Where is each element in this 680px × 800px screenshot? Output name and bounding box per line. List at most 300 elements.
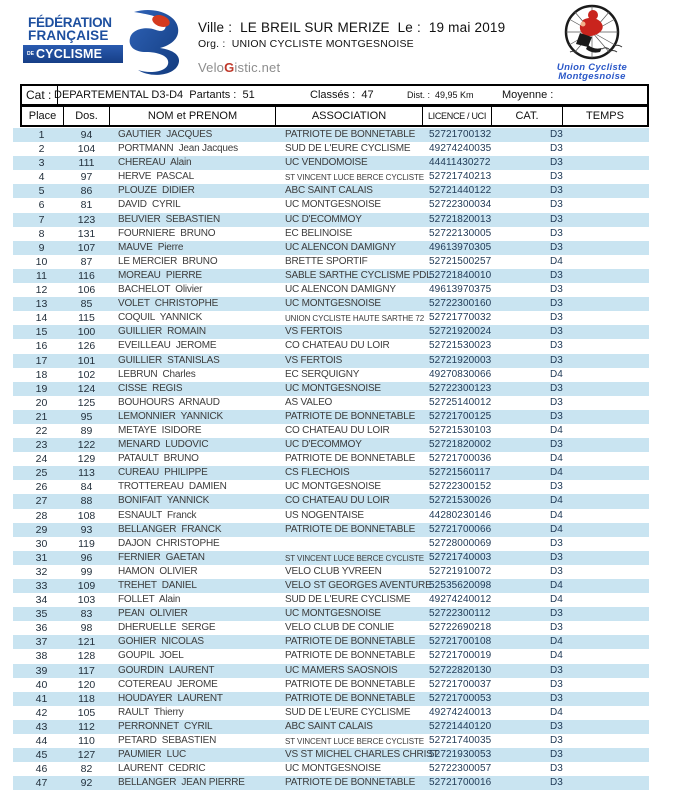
cell-licence: 52722820130 <box>429 664 492 676</box>
cell-dossard: 103 <box>77 594 96 607</box>
cell-place: 44 <box>35 735 48 748</box>
cell-time <box>590 424 649 438</box>
table-row <box>13 382 649 396</box>
ffc-logo-line2: FRANÇAISE <box>28 28 109 43</box>
cell-dossard: 100 <box>77 326 96 339</box>
table-row <box>13 494 649 508</box>
table-row <box>13 354 649 368</box>
table-row <box>13 156 649 170</box>
cell-name: EVEILLEAU JEROME <box>118 340 217 352</box>
cell-licence: 52725140012 <box>429 396 492 408</box>
col-header-name: NOM et PRENOM <box>110 107 276 125</box>
cell-name: DAVID CYRIL <box>118 199 181 211</box>
cell-association: CS FLECHOIS <box>285 467 350 479</box>
table-row <box>13 297 649 311</box>
cell-dossard: 131 <box>77 227 96 240</box>
cell-dossard: 115 <box>78 312 95 325</box>
cell-category: D4 <box>550 467 563 479</box>
ffc-logo-banner <box>23 45 123 63</box>
cell-category: D3 <box>550 340 563 352</box>
cell-name: FOURNIERE BRUNO <box>118 227 216 239</box>
club-wheel-cyclist-icon <box>536 3 648 61</box>
cell-association: VS FERTOIS <box>285 326 343 338</box>
table-row <box>13 523 649 537</box>
table-row <box>13 170 649 184</box>
table-row <box>13 509 649 523</box>
cell-category: D3 <box>550 143 563 155</box>
cell-place: 36 <box>35 622 48 635</box>
cell-category: D4 <box>550 453 563 465</box>
cell-association: ST VINCENT LUCE BERCE CYCLISTE <box>285 173 424 183</box>
date-label: Le : <box>397 20 421 35</box>
table-row <box>13 241 649 255</box>
cell-time <box>590 410 649 424</box>
table-row <box>13 537 649 551</box>
cell-place: 12 <box>35 284 48 297</box>
cell-association: UC MONTGESNOISE <box>285 298 381 310</box>
cell-category: D3 <box>550 678 563 690</box>
table-row <box>13 706 649 720</box>
cell-dossard: 81 <box>80 199 93 212</box>
cell-category: D4 <box>550 580 563 591</box>
cell-time <box>590 452 649 466</box>
cell-name: GOHIER NICOLAS <box>118 636 204 648</box>
cell-category: D4 <box>550 636 563 648</box>
cell-dossard: 107 <box>77 241 96 254</box>
table-row <box>13 720 649 734</box>
table-row <box>13 762 649 776</box>
cell-category: D3 <box>550 157 563 169</box>
cell-licence: 52721530026 <box>429 495 492 507</box>
cell-category: D3 <box>550 664 563 676</box>
cell-association: SABLE SARTHE CYCLISME PDL <box>285 269 432 281</box>
cell-time <box>590 184 649 198</box>
table-row <box>13 748 649 762</box>
table-row <box>13 466 649 480</box>
cell-time <box>590 170 649 184</box>
cell-licence: 52722300152 <box>429 481 492 493</box>
cell-dossard: 106 <box>77 284 96 297</box>
cell-association: PATRIOTE DE BONNETABLE <box>285 410 416 422</box>
cell-licence: 52721700132 <box>429 129 492 140</box>
cell-licence: 52721840010 <box>429 269 492 281</box>
cell-category: D3 <box>550 129 563 140</box>
cell-category: D3 <box>550 777 563 789</box>
ffc-cyclist-swoosh-icon <box>120 8 200 78</box>
cell-dossard: 118 <box>78 692 95 705</box>
table-row <box>13 649 649 663</box>
cell-time <box>590 692 649 706</box>
cell-name: DHERUELLE SERGE <box>118 622 216 634</box>
cell-name: GAUTIER JACQUES <box>118 129 213 140</box>
cell-dossard: 102 <box>77 368 96 381</box>
average-label: Moyenne : <box>502 89 554 101</box>
cell-dossard: 99 <box>80 565 93 578</box>
cell-association: PATRIOTE DE BONNETABLE <box>285 129 416 140</box>
cell-category: D3 <box>550 410 563 422</box>
cell-place: 23 <box>35 439 48 452</box>
cell-category: D3 <box>550 354 563 366</box>
cell-association: PATRIOTE DE BONNETABLE <box>285 453 416 465</box>
table-row <box>13 621 649 635</box>
cell-time <box>590 156 649 170</box>
cell-name: BOUHOURS ARNAUD <box>118 396 220 408</box>
cell-dossard: 120 <box>77 678 96 691</box>
cell-category: D4 <box>550 706 563 718</box>
velogistic-link[interactable] <box>198 60 280 75</box>
cell-time <box>590 382 649 396</box>
cell-time <box>590 593 649 607</box>
cell-licence: 52535620098 <box>429 580 492 591</box>
cell-name: PLOUZE DIDIER <box>118 185 195 197</box>
cell-place: 45 <box>35 749 48 762</box>
cell-time <box>590 664 649 678</box>
cell-association: VS FERTOIS <box>285 354 343 366</box>
date-value: 19 mai 2019 <box>428 20 506 35</box>
cell-time <box>590 213 649 227</box>
cell-time <box>590 635 649 649</box>
cell-category: D3 <box>550 227 563 239</box>
table-row <box>13 635 649 649</box>
cell-category: D3 <box>550 692 563 704</box>
cell-dossard: 127 <box>77 749 96 762</box>
ffc-logo-cyclisme: CYCLISME <box>35 47 103 61</box>
cell-dossard: 124 <box>77 382 96 395</box>
cell-place: 34 <box>35 594 48 607</box>
cell-place: 32 <box>35 565 48 578</box>
cell-licence: 52721920003 <box>429 354 492 366</box>
table-row <box>13 452 649 466</box>
cell-place: 25 <box>35 467 48 480</box>
cell-place: 42 <box>35 706 48 719</box>
cell-place: 2 <box>38 143 45 156</box>
table-row <box>13 339 649 353</box>
cell-licence: 52721700066 <box>429 523 492 535</box>
cell-place: 1 <box>38 129 45 141</box>
cell-time <box>590 776 649 790</box>
cell-association: CO CHATEAU DU LOIR <box>285 424 390 436</box>
cell-licence: 52722300160 <box>429 298 492 310</box>
table-row <box>13 593 649 607</box>
cell-name: RAULT Thierry <box>118 706 184 718</box>
cell-place: 46 <box>35 763 48 776</box>
cell-name: VOLET CHRISTOPHE <box>118 298 219 310</box>
cell-place: 15 <box>35 326 48 339</box>
cell-category: D4 <box>550 495 563 507</box>
org-label: Org. : <box>198 38 226 50</box>
cell-place: 39 <box>35 664 48 677</box>
cell-time <box>590 128 649 142</box>
cell-association: ST VINCENT LUCE BERCE CYCLISTE <box>285 737 424 747</box>
cell-licence: 52721440120 <box>429 720 492 732</box>
cell-time <box>590 269 649 283</box>
table-row <box>13 325 649 339</box>
table-row <box>13 692 649 706</box>
cell-category: D3 <box>550 551 563 563</box>
col-header-licence: LICENCE / UCI <box>423 107 492 125</box>
cell-dossard: 121 <box>77 636 96 649</box>
table-row <box>13 410 649 424</box>
cell-dossard: 88 <box>80 495 93 508</box>
cell-time <box>590 748 649 762</box>
cell-place: 40 <box>35 678 48 691</box>
cell-dossard: 104 <box>77 143 96 156</box>
cell-category: D3 <box>550 735 563 747</box>
cell-place: 17 <box>35 354 48 367</box>
cell-category: D3 <box>550 622 563 634</box>
col-header-time: TEMPS <box>586 110 624 122</box>
cell-category: D3 <box>550 269 563 281</box>
cell-association <box>285 537 428 551</box>
cell-category: D3 <box>550 749 563 761</box>
cell-time <box>590 565 649 579</box>
ffc-logo-de: DE <box>27 50 34 57</box>
cell-association: VELO CLUB YVREEN <box>285 565 382 577</box>
cell-dossard: 110 <box>78 735 95 748</box>
cell-time <box>590 537 649 551</box>
cell-name: PORTMANN Jean Jacques <box>118 143 238 155</box>
cell-dossard: 97 <box>80 171 93 184</box>
cell-name: CHEREAU Alain <box>118 157 192 169</box>
cell-time <box>590 579 649 593</box>
brand-prefix: Velo <box>198 60 225 75</box>
cell-association: PATRIOTE DE BONNETABLE <box>285 523 416 535</box>
cell-category: D4 <box>550 594 563 606</box>
cell-place: 33 <box>35 580 48 592</box>
cell-place: 37 <box>35 636 48 649</box>
cell-association: UC MONTGESNOISE <box>285 608 381 620</box>
cell-category: D3 <box>550 298 563 310</box>
cell-licence: 49274240035 <box>429 143 492 155</box>
table-row <box>13 368 649 382</box>
cell-place: 38 <box>35 650 48 663</box>
cell-licence: 52721700036 <box>429 453 492 465</box>
cell-name: LE MERCIER BRUNO <box>118 255 218 267</box>
cell-dossard: 112 <box>78 720 95 733</box>
club-logo-text1: Union Cycliste <box>556 62 628 73</box>
table-row <box>13 678 649 692</box>
cell-name: HOUDAYER LAURENT <box>118 692 223 704</box>
organizer-line <box>198 38 528 50</box>
cell-category: D4 <box>550 368 563 380</box>
cell-dossard: 89 <box>80 424 93 437</box>
table-row <box>13 776 649 790</box>
cell-category: D3 <box>550 241 563 253</box>
cell-category: D3 <box>550 763 563 775</box>
cell-name: LAURENT CEDRIC <box>118 763 206 775</box>
ville-value: LE BREIL SUR MERIZE <box>240 20 390 35</box>
cell-place: 21 <box>35 410 48 423</box>
cell-association: UC ALENCON DAMIGNY <box>285 284 396 296</box>
cell-place: 30 <box>35 537 48 550</box>
cell-name: TREHET DANIEL <box>118 580 197 591</box>
cell-association: US NOGENTAISE <box>285 509 364 521</box>
cell-dossard: 92 <box>80 777 93 790</box>
cell-name: GOUPIL JOEL <box>118 650 184 662</box>
cell-name: PATAULT BRUNO <box>118 453 199 465</box>
cell-time <box>590 227 649 241</box>
cell-place: 14 <box>35 312 48 325</box>
cell-name: PETARD SEBASTIEN <box>118 735 217 747</box>
cell-licence: 52721700053 <box>429 692 492 704</box>
cell-licence: 52721560117 <box>429 467 491 479</box>
cell-time <box>590 241 649 255</box>
cell-category: D3 <box>550 565 563 577</box>
cell-category: D3 <box>550 382 563 394</box>
club-logo <box>536 3 648 83</box>
cell-licence: 52721440122 <box>429 185 492 197</box>
cell-time <box>590 607 649 621</box>
cell-licence: 49613970305 <box>429 241 492 253</box>
cell-place: 13 <box>35 298 48 311</box>
table-row <box>13 396 649 410</box>
cell-licence: 52721740213 <box>429 171 492 183</box>
cell-dossard: 94 <box>80 129 93 141</box>
cell-time <box>590 466 649 480</box>
table-row <box>13 438 649 452</box>
cell-dossard: 83 <box>80 608 93 621</box>
cell-association: CO CHATEAU DU LOIR <box>285 495 390 507</box>
cell-name: PERRONNET CYRIL <box>118 720 213 732</box>
cell-place: 11 <box>36 269 47 282</box>
cell-dossard: 116 <box>78 269 95 282</box>
cell-licence: 52722300123 <box>429 382 492 394</box>
cell-place: 9 <box>38 241 45 254</box>
cell-dossard: 84 <box>80 481 93 494</box>
cell-time <box>590 509 649 523</box>
brand-suffix: istic.net <box>234 60 281 75</box>
cell-name: COQUIL YANNICK <box>118 312 203 324</box>
cell-licence: 52721740003 <box>429 551 492 563</box>
table-row <box>13 255 649 269</box>
table-row <box>13 424 649 438</box>
cell-licence: 52721700108 <box>429 636 492 648</box>
cell-dossard: 87 <box>80 255 93 268</box>
cell-association: PATRIOTE DE BONNETABLE <box>285 692 416 704</box>
cell-category: D3 <box>550 720 563 732</box>
cell-licence: 52721820013 <box>429 213 492 225</box>
cell-association: PATRIOTE DE BONNETABLE <box>285 636 416 648</box>
table-row <box>13 213 649 227</box>
cell-association: UC MONTGESNOISE <box>285 382 381 394</box>
cell-licence: 52721530023 <box>429 340 492 352</box>
cell-licence: 52721700019 <box>429 650 492 662</box>
cell-place: 20 <box>35 396 48 409</box>
cell-time <box>590 283 649 297</box>
cell-dossard: 111 <box>78 157 95 170</box>
cell-dossard: 101 <box>77 354 96 367</box>
cell-licence: 44280230146 <box>429 509 492 521</box>
cell-name: CUREAU PHILIPPE <box>118 467 208 479</box>
cell-association: ST VINCENT LUCE BERCE CYCLISTE <box>285 553 424 563</box>
cell-category: D3 <box>550 537 563 549</box>
cell-place: 3 <box>38 157 45 170</box>
cell-category: D3 <box>550 171 563 183</box>
cell-dossard: 98 <box>80 622 93 635</box>
cell-time <box>590 396 649 410</box>
col-header-category: CAT. <box>492 107 563 125</box>
cell-licence: 49274240012 <box>429 594 492 606</box>
cell-place: 47 <box>35 777 48 790</box>
cell-time <box>590 339 649 353</box>
cell-place: 10 <box>35 255 48 268</box>
club-logo-text2: Montgesnoise <box>558 71 626 82</box>
ville-label: Ville : <box>198 20 233 35</box>
cell-dossard: 82 <box>80 763 93 776</box>
cell-time <box>590 297 649 311</box>
cell-name: ESNAULT Franck <box>118 509 197 521</box>
cell-association: UC D'ECOMMOY <box>285 439 362 451</box>
cell-name: BONIFAIT YANNICK <box>118 495 210 507</box>
cell-name: GOURDIN LAURENT <box>118 664 215 676</box>
cell-place: 16 <box>35 340 48 353</box>
cell-dossard: 125 <box>77 396 96 409</box>
cell-association: VELO ST GEORGES AVENTURE <box>285 580 432 591</box>
cell-time <box>590 368 649 382</box>
brand-g: G <box>224 60 235 75</box>
cell-place: 8 <box>38 227 45 240</box>
cell-association: AS VALEO <box>285 396 333 408</box>
cell-name: MOREAU PIERRE <box>118 269 202 281</box>
cell-licence: 52722300057 <box>429 763 492 775</box>
cell-licence: 52722300034 <box>429 199 492 211</box>
cell-time <box>590 354 649 368</box>
cell-category: D4 <box>550 255 563 267</box>
cell-place: 4 <box>38 171 45 184</box>
cell-association: ABC SAINT CALAIS <box>285 185 373 197</box>
table-row <box>13 664 649 678</box>
cell-name: MENARD LUDOVIC <box>118 439 209 451</box>
cell-name: BELLANGER FRANCK <box>118 523 222 535</box>
table-row <box>13 565 649 579</box>
cell-name: GUILLIER STANISLAS <box>118 354 220 366</box>
org-value: UNION CYCLISTE MONTGESNOISE <box>231 38 414 50</box>
cell-name: FOLLET Alain <box>118 594 181 606</box>
cell-licence: 52721910072 <box>429 565 492 577</box>
cell-name: LEBRUN Charles <box>118 368 196 380</box>
cell-place: 26 <box>35 481 48 494</box>
cell-association: UC D'ECOMMOY <box>285 213 362 225</box>
classified-count: Classés : 47 <box>310 89 374 101</box>
cell-dossard: 96 <box>80 551 93 564</box>
cell-dossard: 122 <box>77 439 96 452</box>
cell-name: DAJON CHRISTOPHE <box>118 537 220 549</box>
cell-association: EC SERQUIGNY <box>285 368 360 380</box>
cell-licence: 52721530103 <box>429 424 492 436</box>
cell-dossard: 95 <box>80 410 93 423</box>
table-row <box>13 227 649 241</box>
cell-time <box>590 523 649 537</box>
cell-time <box>590 706 649 720</box>
ffc-logo <box>20 6 200 78</box>
cell-name: LEMONNIER YANNICK <box>118 410 223 422</box>
cell-association: PATRIOTE DE BONNETABLE <box>285 650 416 662</box>
cell-place: 31 <box>35 551 48 564</box>
cell-association: SUD DE L'EURE CYCLISME <box>285 706 411 718</box>
cell-category: D3 <box>550 608 563 620</box>
cell-licence: 49274240013 <box>429 706 492 718</box>
cell-time <box>590 734 649 748</box>
cell-place: 43 <box>35 720 48 733</box>
cell-licence: 52721700037 <box>429 678 492 690</box>
cell-association: UC ALENCON DAMIGNY <box>285 241 396 253</box>
cell-association: VELO CLUB DE CONLIE <box>285 622 395 634</box>
cell-association: ABC SAINT CALAIS <box>285 720 373 732</box>
cell-licence: 52721700125 <box>429 410 492 422</box>
cell-category: D3 <box>550 199 563 211</box>
table-row <box>13 734 649 748</box>
event-header <box>198 20 528 50</box>
